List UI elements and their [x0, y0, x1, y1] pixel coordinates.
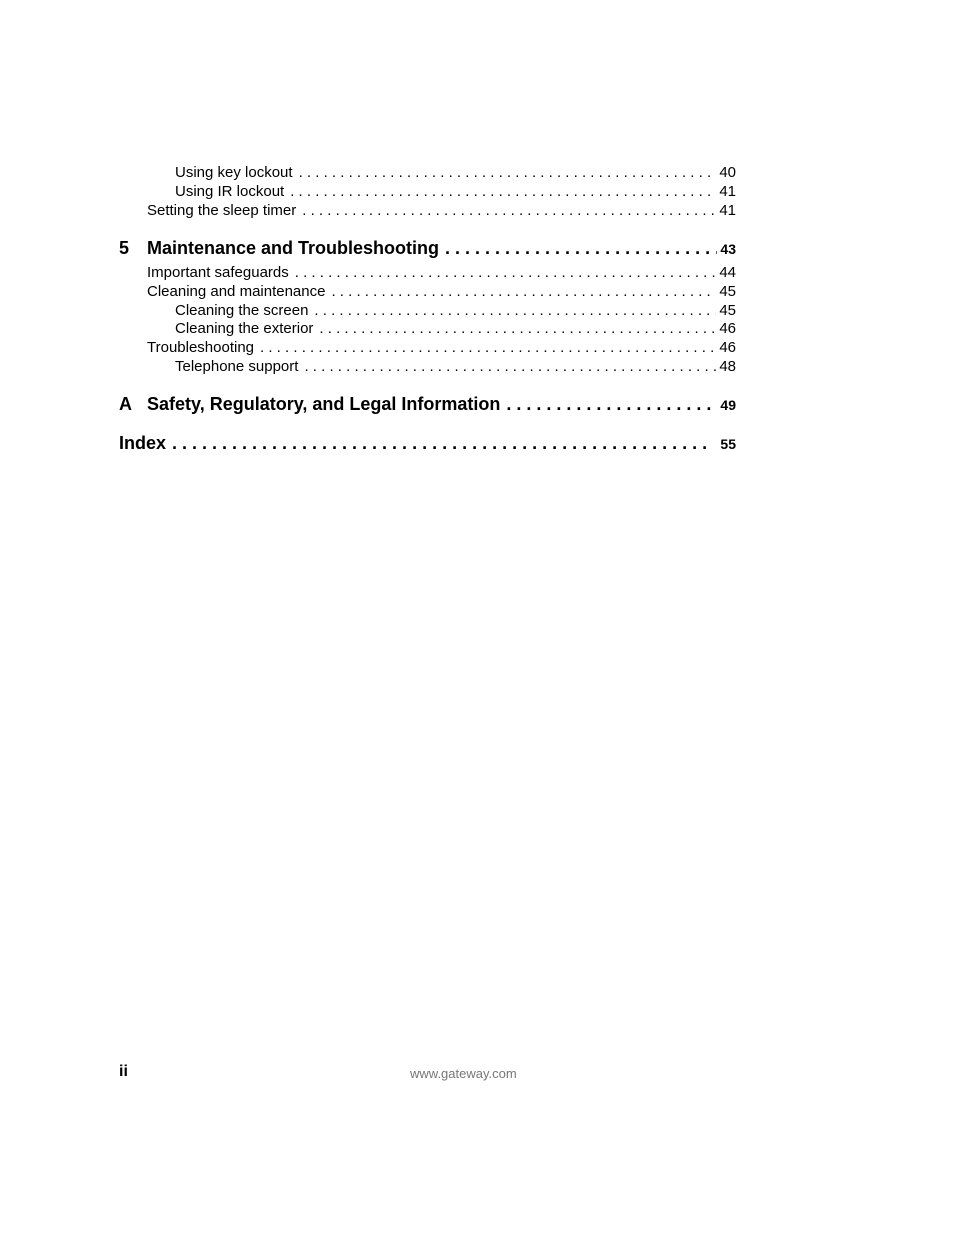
toc-chapter-5[interactable] — [119, 237, 736, 260]
toc-entry-label: Important safeguards — [147, 264, 289, 281]
dot-leader — [290, 183, 716, 201]
toc-index[interactable] — [119, 432, 736, 455]
dot-leader — [304, 358, 716, 376]
toc-entry-label: Troubleshooting — [147, 339, 255, 356]
toc-entry-page: 45 — [719, 302, 736, 319]
toc-entry-telephone-support[interactable] — [175, 358, 736, 376]
footer-page-number: ii — [119, 1063, 128, 1080]
toc-entry-cleaning-exterior[interactable] — [175, 320, 736, 338]
toc-entry-page: 46 — [719, 320, 736, 337]
toc-entry-page: 41 — [719, 183, 736, 200]
toc-entry-page: 45 — [719, 283, 736, 300]
toc-entry-page: 48 — [719, 358, 736, 375]
toc-entry-cleaning-maintenance[interactable] — [147, 283, 736, 301]
toc-entry-page: 40 — [719, 164, 736, 181]
toc-entry-important-safeguards[interactable] — [147, 264, 736, 282]
toc-entry-label: Cleaning the exterior — [175, 320, 314, 337]
dot-leader — [260, 339, 716, 357]
dot-leader — [506, 393, 717, 415]
dot-leader — [331, 283, 716, 301]
dot-leader — [319, 320, 716, 338]
appendix-letter: A — [119, 394, 132, 414]
dot-leader — [172, 432, 710, 454]
toc-entry-label: Using IR lockout — [175, 183, 285, 200]
toc-entry-page: 41 — [719, 202, 736, 219]
toc-entry-page: 43 — [720, 241, 736, 257]
dot-leader — [314, 302, 716, 320]
toc-entry-using-key-lockout[interactable] — [175, 164, 736, 182]
toc-entry-cleaning-screen[interactable] — [175, 302, 736, 320]
toc-entry-setting-sleep-timer[interactable] — [147, 202, 736, 220]
dot-leader — [445, 237, 717, 259]
toc-entry-label: Cleaning and maintenance — [147, 283, 326, 300]
toc-entry-label: Using key lockout — [175, 164, 293, 181]
footer-url[interactable]: www.gateway.com — [410, 1066, 517, 1081]
toc-entry-page: 44 — [719, 264, 736, 281]
chapter-number: 5 — [119, 238, 130, 258]
dot-leader — [302, 202, 716, 220]
toc-entry-label: Cleaning the screen — [175, 302, 309, 319]
toc-entry-label: Maintenance and Troubleshooting — [147, 238, 440, 258]
toc-entry-label: Safety, Regulatory, and Legal Information — [147, 394, 501, 414]
toc-entry-using-ir-lockout[interactable] — [175, 183, 736, 201]
toc-entry-troubleshooting[interactable] — [147, 339, 736, 357]
dot-leader — [295, 264, 717, 282]
toc-entry-page: 49 — [720, 397, 736, 413]
toc-appendix-a[interactable] — [119, 393, 736, 416]
dot-leader — [299, 164, 717, 182]
toc-entry-page: 46 — [719, 339, 736, 356]
toc-entry-label: Setting the sleep timer — [147, 202, 297, 219]
toc-entry-page: 55 — [720, 436, 736, 452]
toc-entry-label: Index — [119, 433, 167, 453]
toc-entry-label: Telephone support — [175, 358, 299, 375]
